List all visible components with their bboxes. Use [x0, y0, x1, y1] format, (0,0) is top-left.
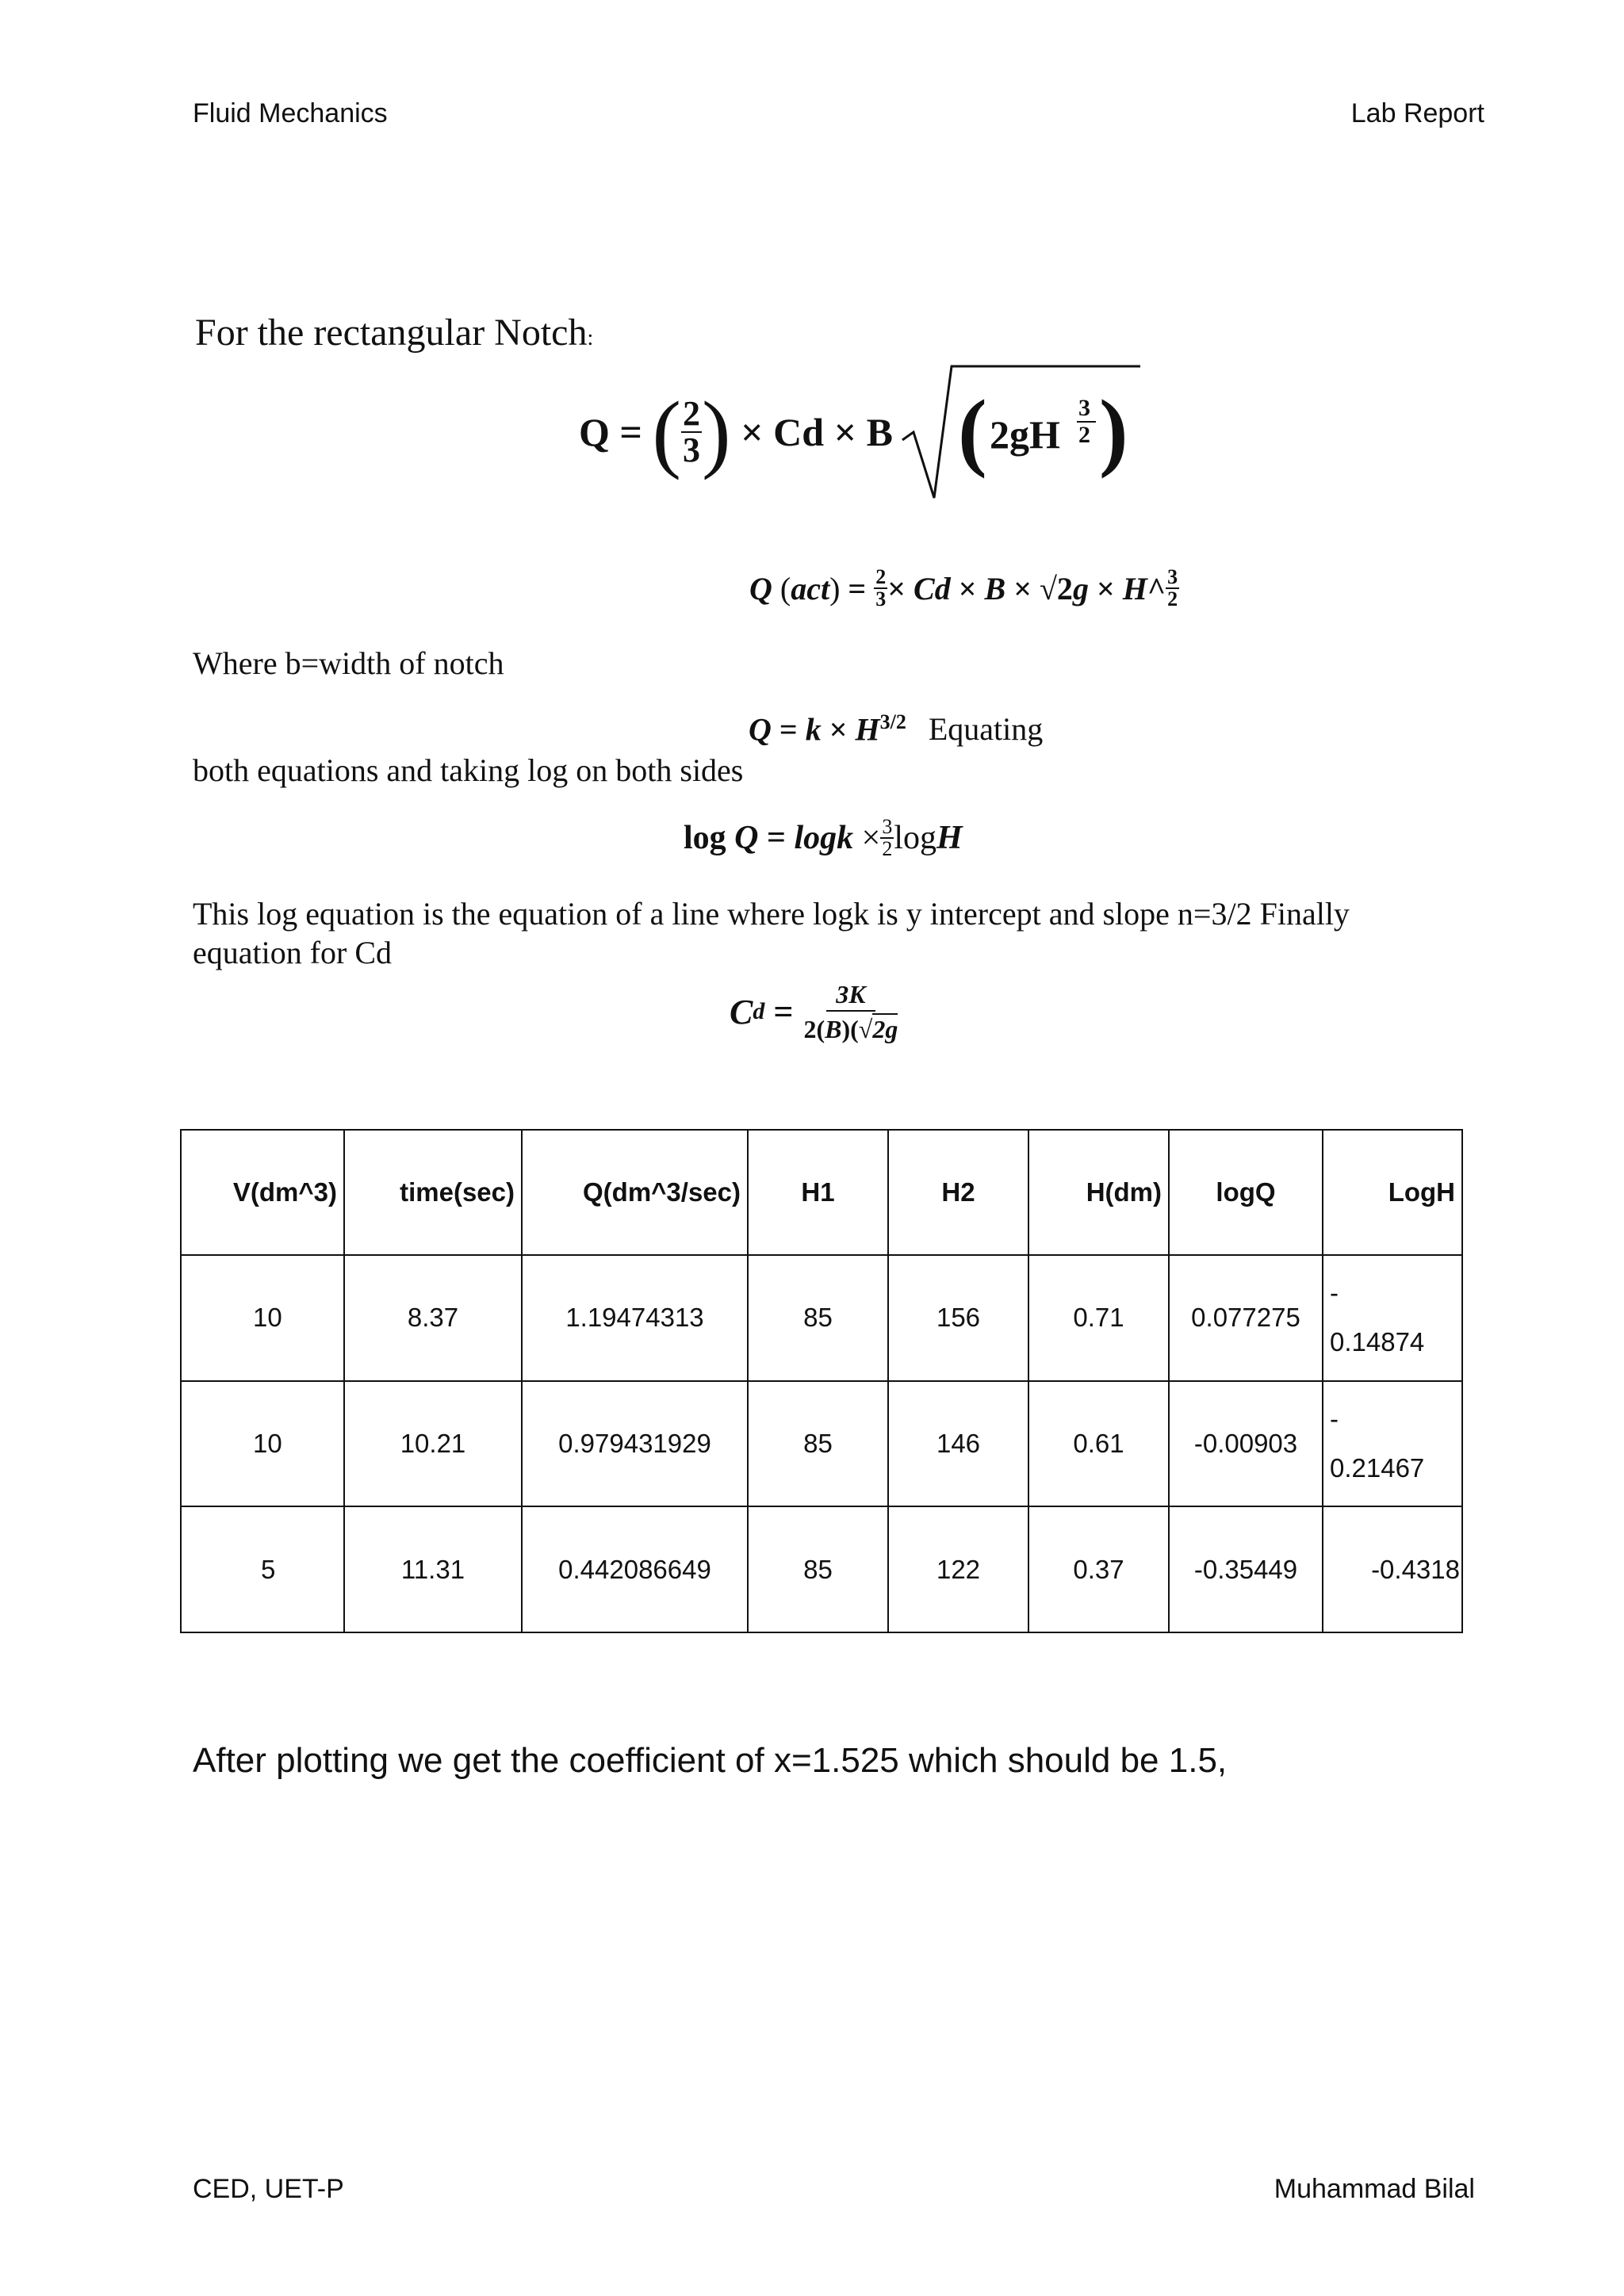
- table-row: [181, 1255, 1462, 1381]
- col-header-h-dm: H(dm): [1028, 1130, 1169, 1255]
- sqrt-radical: [902, 365, 1140, 499]
- cell-value: 0.21467: [1330, 1452, 1425, 1483]
- table-cell: -0.00903: [1169, 1381, 1323, 1507]
- equation-q-rectangular: Q = ( $\frac{2}{3}$ ) × Cd × B ( 2gH 3 2 ): [579, 365, 1140, 499]
- col-header-h1: H1: [748, 1130, 888, 1255]
- table-cell: 11.31: [344, 1506, 522, 1632]
- equation-cd: C d = $\frac{3K}{2(B)(√2g}$: [730, 980, 898, 1043]
- table-cell: 10: [181, 1255, 344, 1381]
- log-line-2: equation for Cd: [193, 935, 393, 970]
- table-cell: [1323, 1255, 1462, 1381]
- where-text: Where b=width of notch: [193, 645, 504, 681]
- col-header-logh: LogH: [1323, 1130, 1462, 1255]
- cell-value: 0.14874: [1330, 1327, 1425, 1357]
- header-right: Lab Report: [1350, 98, 1484, 128]
- table-cell: 156: [888, 1255, 1028, 1381]
- table-cell: 0.442086649: [522, 1506, 748, 1632]
- col-header-volume: V(dm^3): [181, 1130, 344, 1255]
- both-sides-text: both equations and taking log on both sides: [193, 752, 744, 788]
- footer-left: CED, UET-P: [193, 2174, 344, 2204]
- table-cell: 122: [888, 1506, 1028, 1632]
- log-line-1: This log equation is the equation of a line where logk is y intercept and slope n=3/2 Finally: [193, 896, 1350, 932]
- equation-q-actual: Q ( act ) = $\frac{2}{3}$ × Cd × B × √2g × H^ $\frac{3}{2}$: [749, 565, 1178, 610]
- intro-text: For the rectangular Notch: [195, 312, 588, 354]
- table-cell: 5: [181, 1506, 344, 1632]
- equation-q-k-line: $Q = k \times H^{3/2}$ Equating: [749, 710, 1044, 747]
- col-header-logq: logQ: [1169, 1130, 1323, 1255]
- table-cell: 0.71: [1028, 1255, 1169, 1381]
- conclusion-text: After plotting we get the coefficient of x=1.525 which should be 1.5,: [193, 1741, 1228, 1780]
- table-cell: 146: [888, 1381, 1028, 1507]
- table-cell: 10.21: [344, 1381, 522, 1507]
- table-cell: 0.61: [1028, 1381, 1169, 1507]
- table-cell: -0.4318: [1323, 1506, 1462, 1632]
- svg-text:): ): [1099, 382, 1129, 479]
- table-cell: 8.37: [344, 1255, 522, 1381]
- table-cell: [1323, 1381, 1462, 1507]
- equating-text: Equating: [928, 711, 1044, 747]
- table-header-row: [181, 1130, 1462, 1255]
- equation-log: log Q = logk × $\frac{3}{2}$ log H: [684, 815, 963, 860]
- header-left: Fluid Mechanics: [193, 98, 388, 128]
- results-table: [180, 1129, 1463, 1633]
- intro-colon: :: [587, 326, 594, 350]
- svg-text:2gH: 2gH: [990, 412, 1061, 457]
- minus-sign: -: [1330, 1278, 1339, 1308]
- table-cell: 10: [181, 1381, 344, 1507]
- col-header-time: time(sec): [344, 1130, 522, 1255]
- table-cell: 85: [748, 1506, 888, 1632]
- table-cell: 1.19474313: [522, 1255, 748, 1381]
- svg-text:3: 3: [1078, 395, 1091, 421]
- table-cell: 85: [748, 1381, 888, 1507]
- table-cell: -0.35449: [1169, 1506, 1323, 1632]
- intro-heading: [195, 311, 593, 354]
- svg-text:(: (: [958, 382, 988, 479]
- col-header-h2: H2: [888, 1130, 1028, 1255]
- footer-right: Muhammad Bilal: [1274, 2174, 1475, 2204]
- table-cell: 0.979431929: [522, 1381, 748, 1507]
- table-cell: 0.37: [1028, 1506, 1169, 1632]
- table-row: [181, 1381, 1462, 1507]
- table-row: [181, 1506, 1462, 1632]
- svg-text:2: 2: [1078, 422, 1091, 448]
- col-header-discharge: Q(dm^3/sec): [522, 1130, 748, 1255]
- table-cell: 0.077275: [1169, 1255, 1323, 1381]
- minus-sign: -: [1330, 1403, 1339, 1433]
- table-cell: 85: [748, 1255, 888, 1381]
